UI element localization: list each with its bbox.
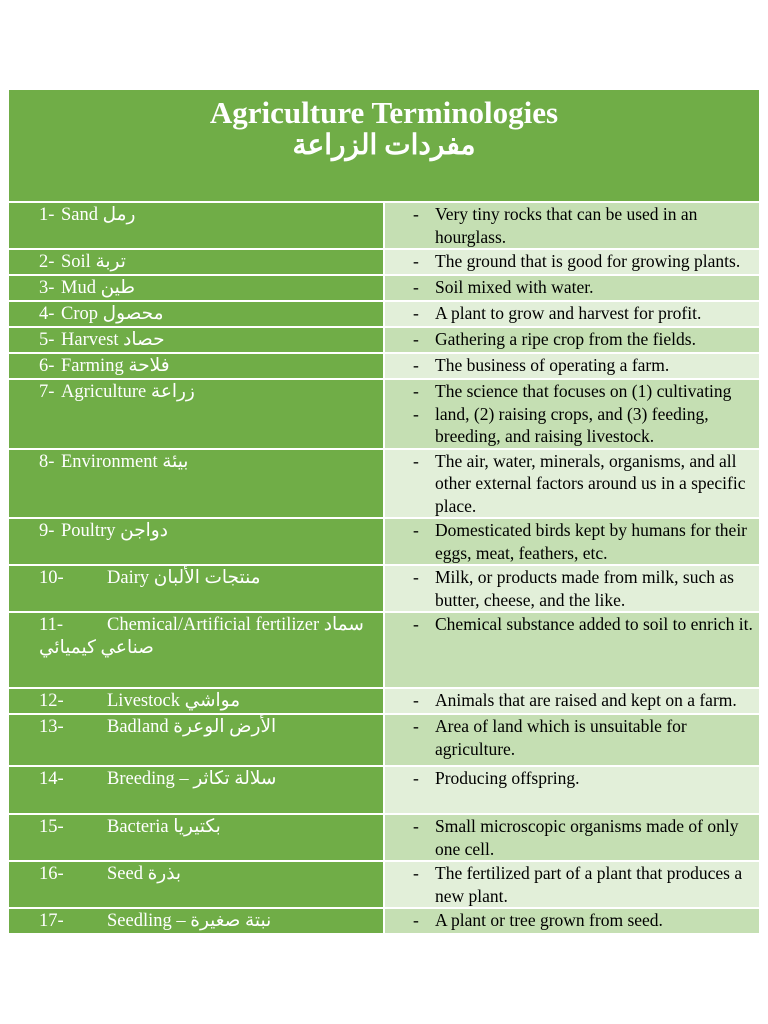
term-number: 17- [39,911,64,931]
definition-text: Domesticated birds kept by humans for their eggs, meat, feathers, etc. [435,520,748,563]
definition-line [385,354,759,377]
definition-cell [384,202,760,249]
table-row [8,908,760,934]
term-cell [8,518,384,565]
term-english: Breeding – [107,769,189,789]
definition-line [385,328,759,351]
definition-text: The ground that is good for growing plants. [435,251,741,271]
term-number: 11- [39,615,63,635]
definition-text: Small microscopic organisms made of only one cell. [435,816,739,859]
bullet-dash: - [413,863,419,883]
term-number: 7- [39,382,55,402]
definition-cell [384,518,760,565]
term-number: 1- [39,205,55,225]
term-arabic: فلاحة [128,356,170,376]
term-cell [8,688,384,714]
term-cell [8,814,384,861]
term-number: 15- [39,817,64,837]
definition-text: Producing offspring. [435,768,580,788]
term-cell [8,861,384,908]
term-arabic: سماد صناعي كيميائي [39,615,364,658]
definition-text: A plant or tree grown from seed. [435,910,663,930]
term-number: 14- [39,769,64,789]
term-arabic: سلالة تكاثر [193,769,277,789]
term-number: 6- [39,356,55,376]
term-arabic: منتجات الألبان [153,568,261,588]
definition-cell [384,714,760,766]
definition-line [385,566,759,611]
term-arabic: طين [100,278,135,298]
term-arabic: رمل [102,205,136,225]
table-header [8,89,760,202]
bullet-dash: - [413,614,419,634]
table-row [8,353,760,379]
term-english: Mud [61,278,96,298]
term-english: Dairy [107,568,150,588]
term-english: Crop [61,304,98,324]
definition-line [385,276,759,299]
term-number: 3- [39,278,55,298]
table-row [8,814,760,861]
term-english: Sand [61,205,98,225]
definition-cell [384,908,760,934]
term-english: Seed [107,864,143,884]
bullet-dash: - [413,716,419,736]
definition-line [385,203,759,248]
bullet-dash: - [413,381,419,401]
term-arabic: بيئة [162,451,189,472]
definition-line [385,380,759,403]
term-english: Seedling – [107,911,186,931]
definition-text: Animals that are raised and kept on a farm. [435,690,737,710]
term-arabic: زراعة [150,382,195,402]
definition-cell [384,301,760,327]
definition-cell [384,565,760,612]
definition-text: The fertilized part of a plant that produces a new plant. [435,863,743,906]
definition-line [385,767,759,790]
term-arabic: نبتة صغيرة [190,911,272,931]
definition-line [385,715,759,760]
bullet-dash: - [413,329,419,349]
term-cell [8,301,384,327]
term-arabic: تربة [95,252,126,272]
term-number: 13- [39,717,64,737]
page-title-arabic: مفردات الزراعة [292,130,476,161]
term-number: 16- [39,864,64,884]
table-row [8,766,760,814]
definition-line [385,862,759,907]
terminology-table [7,88,761,935]
term-english: Environment [61,451,158,472]
term-cell [8,249,384,275]
bullet-dash: - [413,520,419,540]
page-title: Agriculture Terminologies [209,95,559,130]
bullet-dash: - [413,567,419,587]
definition-text: Soil mixed with water. [435,277,594,297]
bullet-dash: - [413,204,419,224]
table-row [8,612,760,688]
definition-line [385,815,759,860]
table-row [8,202,760,249]
term-arabic: بذرة [147,864,182,884]
term-number: 9- [39,521,55,541]
term-number: 12- [39,691,64,711]
definition-cell [384,814,760,861]
term-english: Agriculture [61,382,147,402]
table-row [8,249,760,275]
definition-text: The business of operating a farm. [435,355,670,375]
definition-cell [384,766,760,814]
term-cell [8,275,384,301]
term-cell [8,327,384,353]
bullet-dash: - [413,277,419,297]
definition-line [385,689,759,712]
definition-cell [384,688,760,714]
definition-line [385,450,759,518]
table-row [8,714,760,766]
definition-line [385,302,759,325]
bullet-dash: - [413,303,419,323]
definition-text: Area of land which is unsuitable for agriculture. [435,716,687,759]
definition-line [385,909,759,932]
term-arabic: دواجن [120,521,168,541]
term-number: 5- [39,330,55,350]
definition-line [385,519,759,564]
definition-text: Milk, or products made from milk, such as butter, cheese, and the like. [435,567,734,610]
bullet-dash: - [413,816,419,836]
term-number: 4- [39,304,55,324]
term-english: Farming [61,356,124,376]
term-number: 2- [39,252,55,272]
bullet-dash: - [413,768,419,788]
definition-cell [384,449,760,519]
term-english: Badland [107,717,169,737]
term-english: Soil [61,252,91,272]
table-row [8,518,760,565]
term-number: 8- [39,451,55,472]
definition-text: The air, water, minerals, organisms, and all other external factors around us in a specific place. [435,450,746,516]
definition-text: A plant to grow and harvest for profit. [435,303,702,323]
term-number: 10- [39,568,64,588]
term-cell [8,379,384,449]
definition-cell [384,275,760,301]
bullet-dash: - [413,450,419,471]
term-english: Chemical/Artificial fertilizer [107,615,320,635]
term-arabic: الأرض الوعرة [173,717,277,737]
definition-cell [384,327,760,353]
term-cell [8,766,384,814]
table-row [8,688,760,714]
term-cell [8,449,384,519]
table-row [8,565,760,612]
definition-line [385,613,759,636]
definition-cell [384,353,760,379]
definition-text: land, (2) raising crops, and (3) feeding, breeding, and raising livestock. [435,403,709,446]
term-cell [8,714,384,766]
term-cell [8,565,384,612]
term-arabic: محصول [102,304,164,324]
table-row [8,861,760,908]
header-row [8,89,760,202]
term-cell [8,612,384,688]
definition-text: Very tiny rocks that can be used in an hourglass. [435,204,698,247]
term-cell [8,908,384,934]
definition-cell [384,612,760,688]
table-body [8,202,760,934]
definition-cell [384,861,760,908]
definition-line [385,403,759,448]
bullet-dash: - [413,251,419,271]
table-row [8,275,760,301]
term-cell [8,353,384,379]
table-row [8,327,760,353]
table-row [8,379,760,449]
term-english: Livestock [107,691,180,711]
definition-cell [384,249,760,275]
term-arabic: حصاد [123,330,165,350]
bullet-dash: - [413,690,419,710]
bullet-dash: - [413,355,419,375]
term-cell [8,202,384,249]
definition-text: Gathering a ripe crop from the fields. [435,329,696,349]
definition-text: Chemical substance added to soil to enrich it. [435,614,753,634]
bullet-dash: - [413,403,419,424]
term-english: Bacteria [107,817,169,837]
table-row [8,301,760,327]
term-arabic: بكتيريا [173,817,221,837]
definition-cell [384,379,760,449]
term-english: Poultry [61,521,116,541]
table-row [8,449,760,519]
term-arabic: مواشي [184,691,241,711]
definition-line [385,250,759,273]
definition-text: The science that focuses on (1) cultivating [435,381,732,401]
term-english: Harvest [61,330,119,350]
bullet-dash: - [413,910,419,930]
